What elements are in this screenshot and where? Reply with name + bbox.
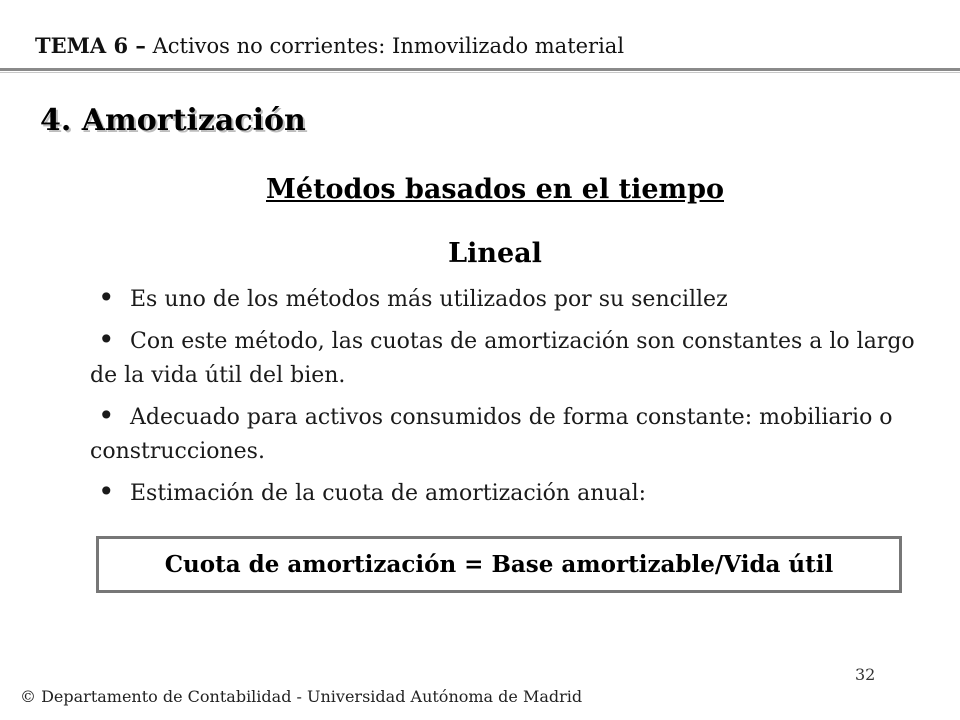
bullet-text: Adecuado para activos consumidos de forma constante: mobiliario o construcciones. <box>90 405 893 464</box>
bullet-text: Con este método, las cuotas de amortización son constantes a lo largo de la vida útil del bien. <box>90 329 915 388</box>
header-subject: Activos no corrientes: Inmovilizado material <box>152 34 625 58</box>
bullet-item <box>90 401 930 469</box>
page-number: 32 <box>855 665 876 684</box>
bullet-text: Es uno de los métodos más utilizados por su sencillez <box>130 287 728 312</box>
method-title: Lineal <box>448 238 542 269</box>
footer-copyright: © Departamento de Contabilidad - Universidad Autónoma de Madrid <box>20 687 583 706</box>
bullet-item <box>90 283 930 317</box>
header-divider <box>0 68 960 71</box>
bullet-item <box>90 477 930 511</box>
bullet-list <box>90 283 930 519</box>
subtitle: Métodos basados en el tiempo <box>266 174 724 205</box>
formula-text: Cuota de amortización = Base amortizable/Vida útil <box>164 551 834 578</box>
bullet-icon: • <box>98 399 115 432</box>
header-tema: TEMA 6 – <box>35 33 146 58</box>
bullet-icon: • <box>98 281 115 314</box>
formula-box <box>96 536 902 593</box>
bullet-item <box>90 325 930 393</box>
header-title <box>35 32 624 60</box>
bullet-icon: • <box>98 323 115 356</box>
bullet-icon: • <box>98 475 115 508</box>
header-divider-shadow <box>0 72 960 73</box>
section-title: 4. Amortización <box>40 103 306 138</box>
bullet-text: Estimación de la cuota de amortización anual: <box>130 481 647 506</box>
